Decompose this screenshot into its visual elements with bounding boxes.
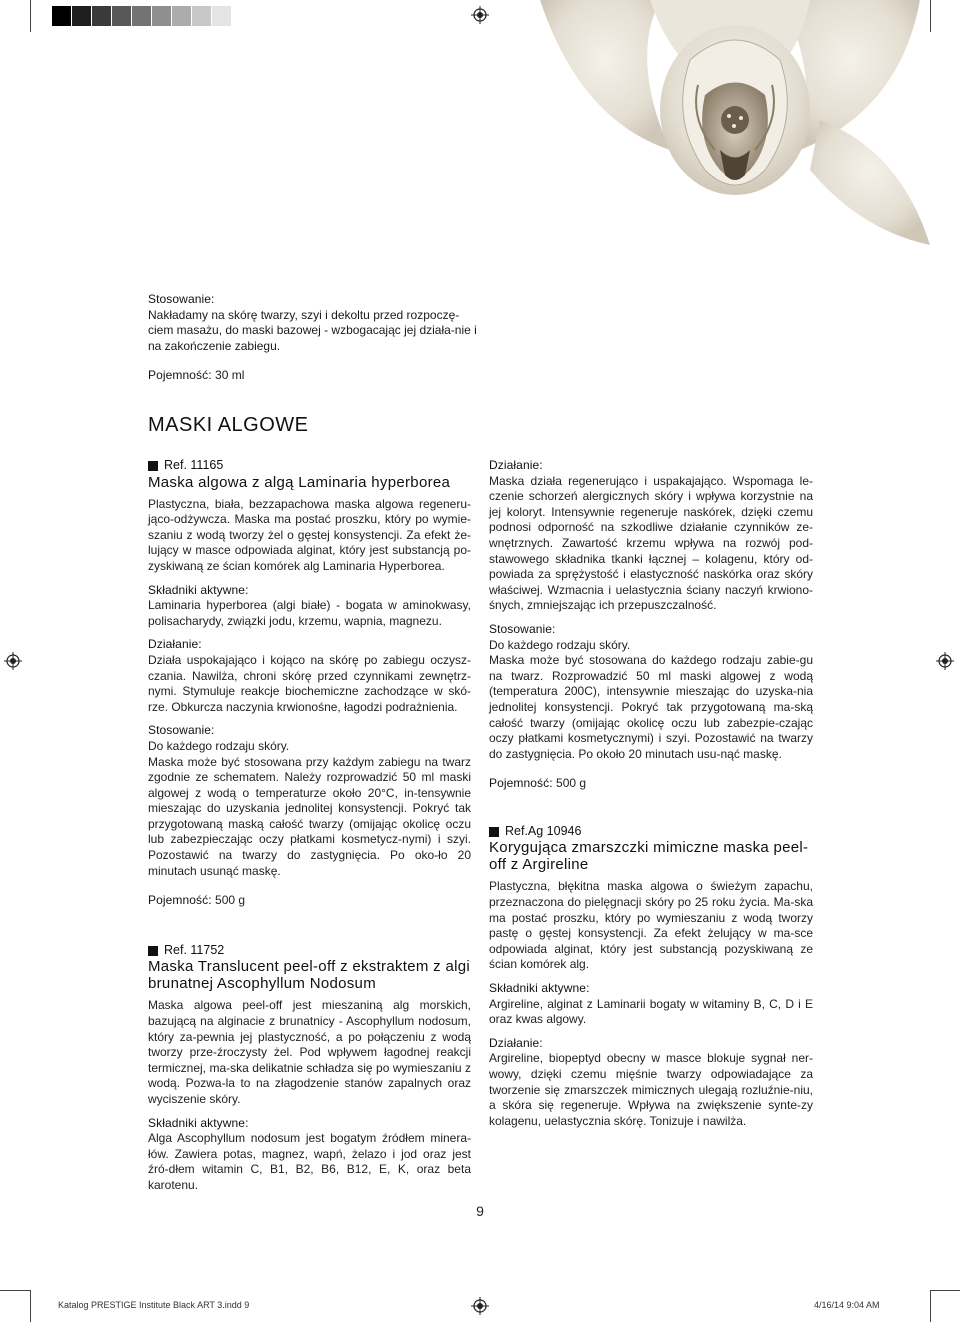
active-ingredients-text: Argireline, alginat z Laminarii bogaty w witaminy B, C, D i E oraz kwas algowy.	[489, 996, 813, 1027]
product-description: Plastyczna, błękitna maska algowa o świeżym zapachu, przeznaczona do pielęgnacji skóry po 25 roku życia. Ma-ska ma postać proszku, który po wymieszaniu z wodą tworzy pastę o gęstej konsystencji. Za efekt żelujący w ma-sce odpowiada alginat, który jest substancją pozyskiwaną ze ścian komórek alg.	[489, 879, 813, 972]
product-name: Korygująca zmarszczki mimiczne maska peel-off z Argireline	[489, 839, 809, 874]
active-ingredients-text: Alga Ascophyllum nodosum jest bogatym źródłem minera-łów. Zawiera potas, magnez, wapń, żelazo i jod oraz jest źró-dłem witamin C, B1, B2, B6, B12, E, K, oraz beta karotenu.	[148, 1131, 471, 1192]
capacity-label: Pojemność:	[148, 368, 212, 383]
capacity-label: Pojemność:	[489, 776, 553, 791]
crop-mark	[930, 1290, 960, 1291]
registration-mark-icon	[471, 6, 489, 24]
capacity-line	[489, 776, 813, 792]
ref-bullet-icon	[489, 827, 499, 837]
usage-text-1: Do każdego rodzaju skóry.	[489, 637, 631, 652]
color-swatch	[232, 6, 252, 26]
footer-file-name: Katalog PRESTIGE Institute Black ART 3.indd 9	[58, 1300, 250, 1310]
active-ingredients-label: Składniki aktywne:	[148, 582, 249, 597]
product-name: Maska Translucent peel-off z ekstraktem z algi brunatnej Ascophyllum Nodosum	[148, 958, 470, 993]
registration-mark-icon	[4, 652, 22, 670]
color-swatch	[132, 6, 152, 26]
registration-mark-icon	[936, 652, 954, 670]
intro-usage-block	[148, 292, 478, 384]
action-text: Działa uspokajająco i kojąco na skórę po zabiegu oczysz-czania. Nawilża, chroni skórę przed czynnikami zewnętrz-nymi. Stymuluje reakcje biochemiczne zachodzące w skó-rze. Obkurcza naczynia krwionośne, łagodzi podrażnienia.	[148, 652, 471, 714]
action-text: Maska działa regenerująco i uspakajająco. Wspomaga le-czenie schorzeń alergicznych skóry i wpływa korzystnie na jej koloryt. Intensywnie regeneruje naskórek, dzięki czemu podnosi odporność na szkodliwe działanie czynników ze-wnętrznych. Zawartość krzemu wpływa na rozwój pod-stawowego składnika tkanki łącznej – kolagenu, który od-powiada za sprężystość i elastyczność naskórka oraz skóry właściwej. Wzmacnia i uelastycznia ściany naczyń krwiono-śnych, zmniejszając ich przepuszczalność.	[489, 473, 813, 613]
product-description: Maska algowa peel-off jest mieszaniną alg morskich, bazującą na alginacie z brunatnicy - Ascophyllum nodosum, który za-pewnia jej plastyczność, a po połączeniu z wodą tworzy prze-źroczysty żel. Pod wpływem łagodnej reakcji termicznej, ma-ska delikatnie schładza się po wymieszaniu z wodą. Pozwa-la to na złagodzenie stanów zapalnych oraz wyciszenie skóry.	[148, 998, 471, 1106]
color-swatch	[112, 6, 132, 26]
crop-mark	[0, 1290, 30, 1291]
product-name: Maska algowa z algą Laminaria hyperborea	[148, 473, 451, 491]
product-description: Plastyczna, biała, bezzapachowa maska algowa regeneru-jąco-odżywcza. Maska ma postać proszku, który po wymie-szaniu z wodą tworzy żel o gęstej konsystencji. Za efekt że-lujący w masce odpowiada alginat, który jest substancją po-zyskiwaną ze ścian komórek alg Laminaria Hyperborea.	[148, 496, 471, 573]
footer-timestamp: 4/16/14 9:04 AM	[814, 1300, 880, 1310]
color-swatch	[72, 6, 92, 26]
color-swatch	[192, 6, 212, 26]
capacity-value: 30 ml	[215, 368, 245, 383]
ref-bullet-icon	[148, 461, 158, 471]
color-swatch	[152, 6, 172, 26]
section-title: MASKI ALGOWE	[148, 414, 309, 436]
crop-mark	[930, 1290, 931, 1322]
capacity-value: 500 g	[215, 893, 246, 908]
active-ingredients-label: Składniki aktywne:	[489, 981, 590, 996]
crop-mark	[30, 0, 31, 32]
product-ref: Ref. 11752	[148, 943, 471, 959]
product-ref: Ref. 11165	[148, 458, 471, 474]
usage-text-2: Maska może być stosowana przy każdym zabiegu na twarz zgodnie ze schematem. Należy rozprowadzić 50 ml maski algowej z wodą o temperaturze około 20°C, in-tensywnie mieszając do uzyskania jednolitej konsystencji. Pokryć tak przygotowaną maską całość twarzy (omijając okolicę oczu lub zabezpieczając oczy płatkami kosmetycz-nymi) i szyi. Pozostawić na twarzy do zastygnięcia. Po oko-ło 20 minutach usunąć maskę.	[148, 754, 471, 878]
page-number: 9	[476, 1203, 484, 1219]
registration-mark-icon	[471, 1297, 489, 1315]
usage-label: Stosowanie:	[148, 292, 215, 306]
right-column	[489, 458, 813, 1129]
color-swatch	[52, 6, 72, 26]
grayscale-color-bar	[52, 6, 252, 26]
spacer	[489, 792, 813, 824]
usage-text-2: Maska może być stosowana do każdego rodzaju zabie-gu na twarz. Rozprowadzić 50 ml maski algowej z wodą (temperatura 200C), intensywnie mieszając do uzyska-nia jednolitej konsystencji. Pokryć tak przygotowaną ma-ską całość twarzy (omijając okolicę oczu lub zabezpie-czając oczy płatkami kosmetycznymi) i szyi. Pozostawić na twarzy do zastygnięcia. Po około 20 minutach usu-nąć maskę.	[489, 653, 813, 761]
capacity-line	[148, 893, 471, 909]
orchid-flower-image	[520, 0, 940, 250]
action-label: Działanie:	[148, 637, 202, 652]
usage-text: Nakładamy na skórę twarzy, szyi i dekoltu przed rozpoczę-ciem masażu, do maski bazowej - wzbogacając jej działa-nie i na zakończenie zabiegu.	[148, 307, 477, 353]
capacity-line	[148, 368, 478, 384]
color-swatch	[172, 6, 192, 26]
action-label: Działanie:	[489, 1035, 543, 1050]
crop-mark	[30, 1290, 31, 1322]
color-swatch	[212, 6, 232, 26]
action-text: Argireline, biopeptyd obecny w masce blokuje sygnał ner-wowy, dzięki czemu mięśnie twarzy odpowiadające za tworzenie się zmarszczek mimicznych ulegają rozluźnie-niu, a skóra się regeneruje. Wpływa na zwiększenie synte-zy kolagenu, uelastycznia skórę. Tonizuje i nawilża.	[489, 1051, 813, 1128]
capacity-value: 500 g	[556, 776, 587, 791]
spacer	[148, 909, 471, 943]
usage-label: Stosowanie:	[489, 621, 556, 636]
active-ingredients-label: Składniki aktywne:	[148, 1115, 249, 1130]
product-ref: Ref.Ag 10946	[489, 824, 813, 840]
usage-text-1: Do każdego rodzaju skóry.	[148, 738, 290, 753]
capacity-label: Pojemność:	[148, 893, 212, 908]
action-label: Działanie:	[489, 458, 543, 472]
color-swatch	[92, 6, 112, 26]
active-ingredients-text: Laminaria hyperborea (algi białe) - bogata w aminokwasy, polisacharydy, związki jodu, krzemu, wapnia, magnezu.	[148, 598, 471, 628]
ref-bullet-icon	[148, 946, 158, 956]
usage-label: Stosowanie:	[148, 723, 215, 738]
left-column	[148, 458, 471, 1194]
